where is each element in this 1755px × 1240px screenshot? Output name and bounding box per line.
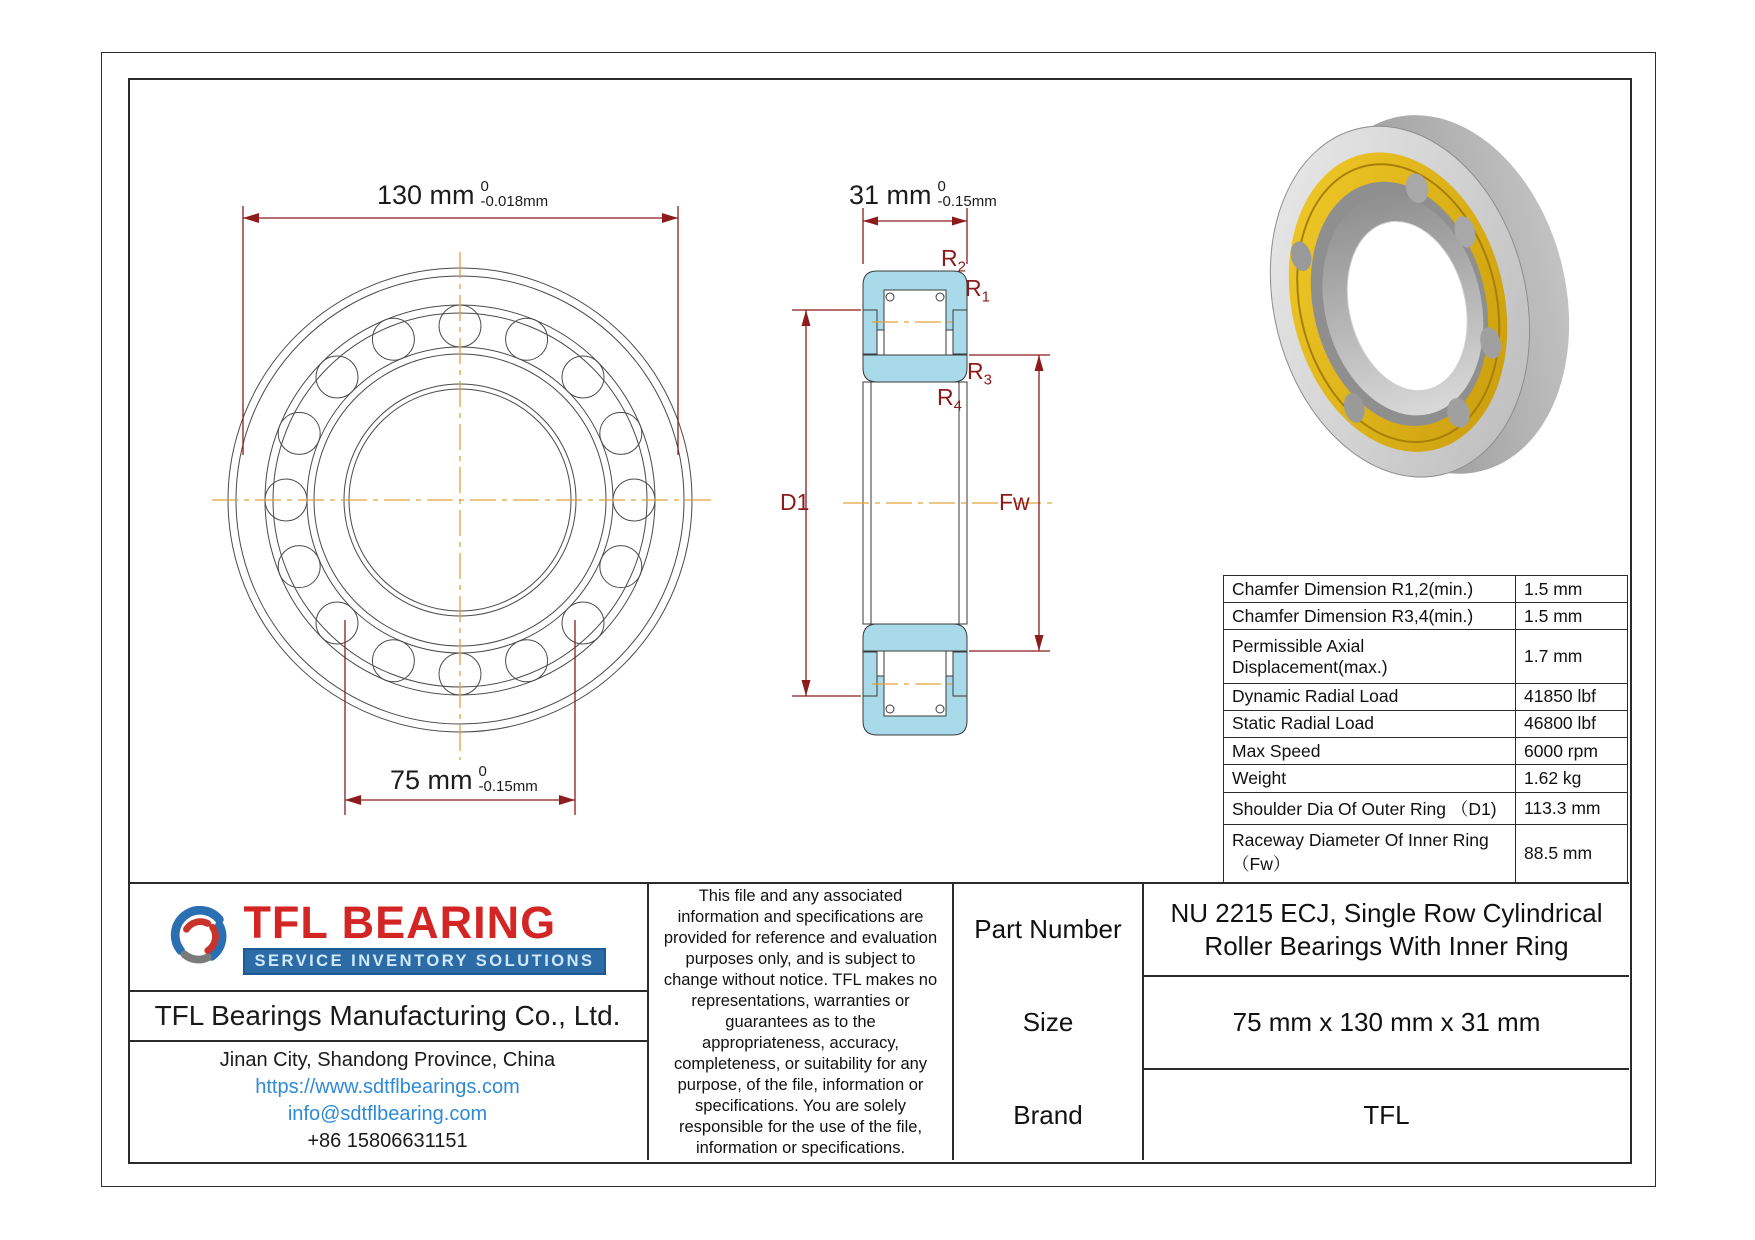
logo-brand-text: TFL BEARING: [243, 896, 557, 948]
spec-label: Weight: [1224, 765, 1516, 792]
table-row: [1224, 683, 1628, 710]
spec-value: 46800 lbf: [1516, 710, 1628, 737]
spec-table: [1223, 575, 1628, 883]
dim-width: [849, 179, 997, 209]
table-row: [1224, 603, 1628, 630]
field-label-part-number: Part Number: [974, 914, 1122, 944]
spec-label: Static Radial Load: [1224, 710, 1516, 737]
dim-outer-tolerance: 0 -0.018mm: [480, 178, 549, 210]
bearing-3d-render: [1234, 87, 1605, 511]
spec-value: 1.62 kg: [1516, 765, 1628, 792]
disclaimer-cell: [649, 884, 952, 1160]
company-name: TFL Bearings Manufacturing Co., Ltd.: [154, 1000, 621, 1031]
field-label-size: Size: [1022, 1007, 1074, 1037]
field-value-brand: TFL: [1363, 1099, 1410, 1130]
spec-label: Permissible Axial Displacement(max.): [1224, 630, 1516, 683]
field-label-brand: Brand: [1013, 1099, 1083, 1130]
company-phone: +86 15806631151: [307, 1130, 468, 1152]
spec-label: Chamfer Dimension R3,4(min.): [1224, 603, 1516, 630]
spec-value: 41850 lbf: [1516, 683, 1628, 710]
label-d1: D1: [780, 489, 810, 515]
spec-value: 1.5 mm: [1516, 603, 1628, 630]
company-email-link[interactable]: info@sdtflbearing.com: [287, 1103, 488, 1125]
spec-value: 6000 rpm: [1516, 738, 1628, 765]
dim-width-tolerance: 0 -0.15mm: [937, 178, 997, 210]
label-r3: $R_3$: [967, 358, 992, 389]
table-row: [1224, 576, 1628, 603]
company-name-cell: [128, 992, 647, 1040]
spec-label: Max Speed: [1224, 738, 1516, 765]
spec-label: Raceway Diameter Of Inner Ring （Fw）: [1224, 824, 1516, 882]
spec-label: Dynamic Radial Load: [1224, 683, 1516, 710]
disclaimer-text: This file and any associated information and specifications are provided for reference and evaluation purposes only, and is subject to change without notice. TFL makes no representations, warranties or guarantees as to the appropriateness, accuracy, completeness, or suitability for any purpose, of the file, information or specifications. You are solely responsible for the use of the file, information or specifications.: [663, 886, 938, 1157]
title-block: [128, 882, 1629, 1160]
spec-value: 1.5 mm: [1516, 576, 1628, 603]
spec-value: 88.5 mm: [1516, 824, 1628, 882]
field-value-part-number: NU 2215 ECJ, Single Row Cylindrical Roller Bearings With Inner Ring: [1170, 897, 1603, 961]
contact-cell: [128, 1042, 647, 1160]
spec-label: Shoulder Dia Of Outer Ring （D1): [1224, 792, 1516, 824]
dim-width-value: 31 mm: [849, 180, 932, 210]
dim-bore-value: 75 mm: [390, 765, 473, 795]
company-website-link[interactable]: https://www.sdtflbearings.com: [255, 1076, 520, 1098]
dim-outer-diameter: [377, 179, 548, 209]
logo-cell: [128, 884, 647, 990]
field-value-size: 75 mm x 130 mm x 31 mm: [1232, 1007, 1541, 1037]
spec-label: Chamfer Dimension R1,2(min.): [1224, 576, 1516, 603]
table-row: [1224, 824, 1628, 882]
table-row: [1224, 792, 1628, 824]
dim-outer-value: 130 mm: [377, 180, 475, 210]
logo-tagline: SERVICE INVENTORY SOLUTIONS: [243, 948, 605, 975]
table-row: [1224, 630, 1628, 683]
dim-bore-tolerance: 0 -0.15mm: [478, 763, 538, 795]
label-r4: $R_4$: [937, 384, 962, 415]
spec-value: 1.7 mm: [1516, 630, 1628, 683]
spec-value: 113.3 mm: [1516, 792, 1628, 824]
table-row: [1224, 710, 1628, 737]
label-r1: $R_1$: [965, 275, 990, 306]
dim-bore-diameter: [390, 764, 538, 794]
company-address: Jinan City, Shandong Province, China: [219, 1049, 556, 1071]
table-row: [1224, 738, 1628, 765]
tfl-logo-icon: [169, 906, 231, 968]
label-r2: $R_2$: [941, 245, 966, 276]
label-fw: Fw: [999, 489, 1030, 515]
table-row: [1224, 765, 1628, 792]
